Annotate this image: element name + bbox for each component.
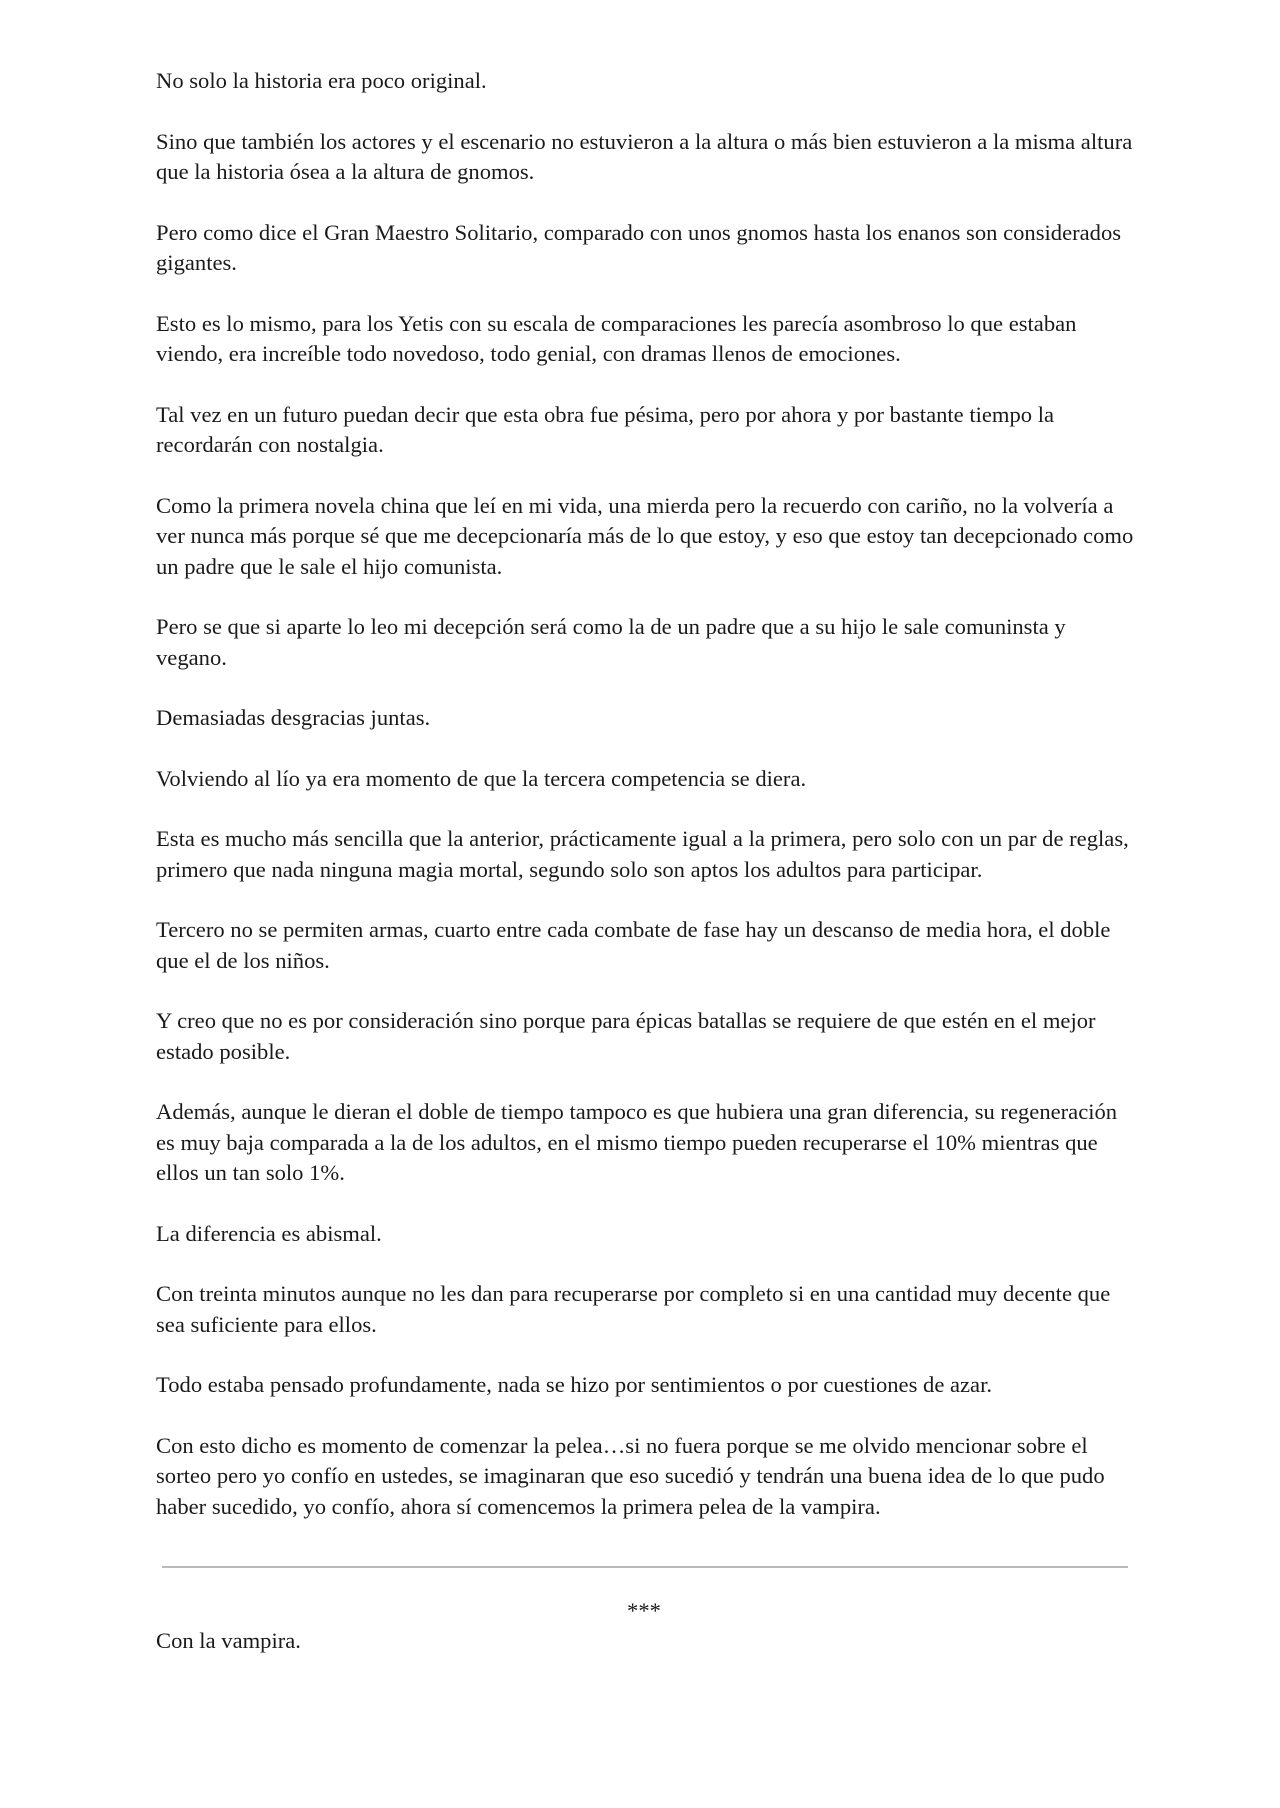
paragraph: Esta es mucho más sencilla que la anterior, prácticamente igual a la primera, pero solo con un par de reglas, primero que nada ninguna magia mortal, segundo solo son aptos los adultos para participar. <box>156 826 1129 882</box>
paragraph: Pero como dice el Gran Maestro Solitario, comparado con unos gnomos hasta los enanos son considerados gigantes. <box>156 219 1122 275</box>
paragraph: Sino que también los actores y el escenario no estuvieron a la altura o más bien estuvieron a la misma altura que la historia ósea a la altura de gnomos. <box>156 128 1133 184</box>
closing-paragraph: Con la vampira. <box>156 1628 301 1653</box>
document-page <box>156 66 1136 1687</box>
paragraph: Pero se que si aparte lo leo mi decepción será como la de un padre que a su hijo le sale comuninsta y vegano. <box>156 614 1066 670</box>
paragraph: No solo la historia era poco original. <box>156 68 487 93</box>
paragraph: Como la primera novela china que leí en mi vida, una mierda pero la recuerdo con cariño, no la volvería a ver nunca más porque sé que me decepcionaría más de lo que estoy, y eso que estoy tan decepcionado como un padre que le sale el hijo comunista. <box>156 492 1134 579</box>
paragraph: Con esto dicho es momento de comenzar la pelea…si no fuera porque se me olvido mencionar sobre el sorteo pero yo confío en ustedes, se imaginaran que eso sucedió y tendrán una buena idea de lo que pudo haber sucedido, yo confío, ahora sí comencemos la primera pelea de la vampira. <box>156 1432 1105 1519</box>
paragraph: La diferencia es abismal. <box>156 1220 382 1246</box>
paragraph: Demasiadas desgracias juntas. <box>156 705 431 730</box>
paragraph: Volviendo al lío ya era momento de que la tercera competencia se diera. <box>156 765 807 791</box>
paragraph: Tal vez en un futuro puedan decir que esta obra fue pésima, pero por ahora y por bastante tiempo la recordarán con nostalgia. <box>156 401 1055 457</box>
horizontal-rule <box>162 1566 1128 1568</box>
paragraph: Todo estaba pensado profundamente, nada se hizo por sentimientos o por cuestiones de azar. <box>156 1372 993 1397</box>
paragraph: Esto es lo mismo, para los Yetis con su escala de comparaciones les parecía asombroso lo que estaban viendo, era increíble todo novedoso, todo genial, con dramas llenos de emociones. <box>156 310 1077 366</box>
paragraph: Con treinta minutos aunque no les dan para recuperarse por completo si en una cantidad muy decente que sea suficiente para ellos. <box>156 1281 1111 1337</box>
paragraph: Además, aunque le dieran el doble de tiempo tampoco es que hubiera una gran diferencia, su regeneración es muy baja comparada a la de los adultos, en el mismo tiempo pueden recuperarse el 10% mientras que ellos un tan solo 1%. <box>156 1099 1118 1185</box>
scene-separator: *** <box>627 1598 661 1623</box>
paragraph: Y creo que no es por consideración sino porque para épicas batallas se requiere de que estén en el mejor estado posible. <box>156 1008 1096 1064</box>
paragraph: Tercero no se permiten armas, cuarto entre cada combate de fase hay un descanso de media hora, el doble que el de los niños. <box>156 917 1111 973</box>
